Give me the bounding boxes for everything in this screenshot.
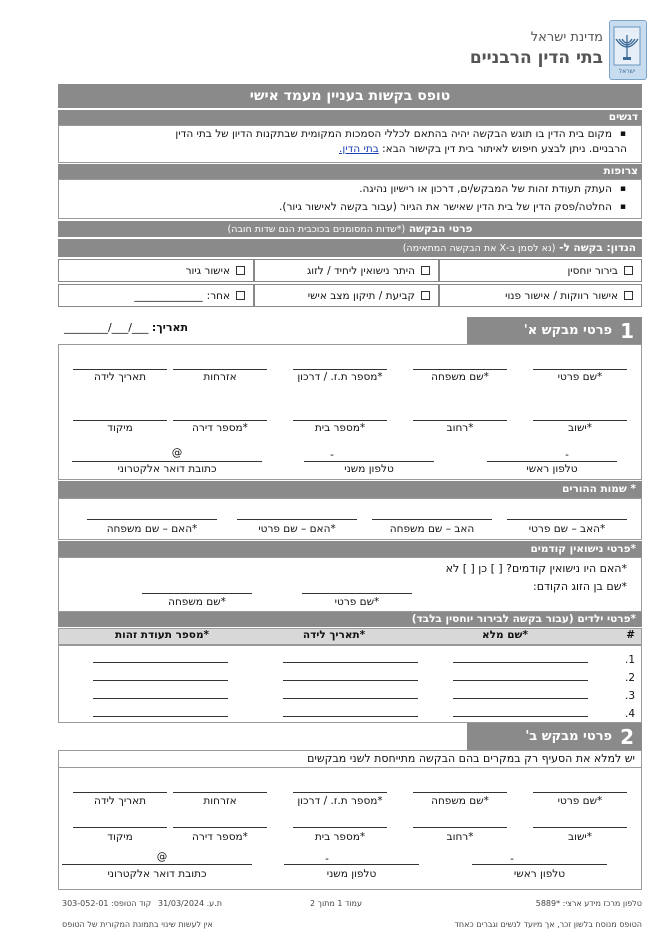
emphasis-title: דגשים	[58, 110, 642, 125]
b-birthdate-label: תאריך לידה	[93, 795, 147, 807]
attachments-title: צרופות	[58, 164, 642, 179]
b-secondary-phone-field[interactable]	[284, 864, 419, 865]
footer-gender-note: הטופס מנוסח בלשון זכר, אך מיועד לנשים וגברים כאחד	[454, 920, 642, 929]
child-row-4-num: 4.	[624, 708, 635, 720]
child-3-birthdate[interactable]	[283, 698, 418, 699]
house-number-field[interactable]	[293, 420, 387, 421]
section2-note: יש למלא את הסעיף רק במקרים בהם הבקשה מתייחסת לשני מבקשים	[307, 752, 635, 765]
court-link[interactable]: בתי הדין.	[339, 143, 379, 155]
b-street-field[interactable]	[413, 827, 507, 828]
section1-box	[58, 344, 642, 480]
children-col-birthdate: *תאריך לידה	[302, 629, 366, 641]
apartment-label: *מספר דירה	[192, 422, 248, 434]
birthdate-label: תאריך לידה	[93, 371, 147, 383]
phone-dash: -	[565, 449, 569, 461]
child-3-name[interactable]	[453, 698, 588, 699]
option-label: אישור גיור	[185, 264, 230, 277]
street-field[interactable]	[413, 420, 507, 421]
b-street-label: *רחוב	[446, 831, 474, 843]
child-2-birthdate[interactable]	[283, 680, 418, 681]
request-title-bar	[58, 221, 642, 237]
city-field[interactable]	[533, 420, 627, 421]
main-phone-field[interactable]	[487, 461, 617, 462]
date-field[interactable]: ___/___/________	[64, 321, 149, 334]
b-last-name-field[interactable]	[413, 792, 507, 793]
b-city-label: *ישוב	[568, 831, 592, 843]
checkbox[interactable]	[421, 291, 430, 300]
checkbox[interactable]	[236, 291, 245, 300]
id-label: *מספר ת.ז. / דרכון	[297, 371, 383, 383]
b-zip-label: מיקוד	[107, 831, 133, 843]
mother-last-field[interactable]	[87, 519, 217, 520]
email-at: @	[171, 447, 183, 459]
prev-spouse-first-label: *שם פרטי	[334, 596, 380, 608]
section1-header	[467, 317, 642, 344]
date-label: תאריך:	[151, 321, 189, 334]
attachment-item-2: ▪ החלטה/פסק הדין של בית הדין שאישר את הגיור (עבור בקשה לאישור גיור).	[279, 200, 612, 215]
child-4-name[interactable]	[453, 716, 588, 717]
option-conversion[interactable]	[58, 259, 254, 282]
org-name-line2: בתי הדין הרבניים	[469, 48, 603, 68]
b-id-field[interactable]	[293, 792, 387, 793]
org-name-line1: מדינת ישראל	[530, 30, 603, 45]
form-title: טופס בקשות בעניין מעמד אישי	[58, 84, 642, 108]
b-phone2-dash: -	[325, 853, 329, 865]
b-birthdate-field[interactable]	[73, 792, 167, 793]
prev-spouse-last-field[interactable]	[142, 593, 252, 594]
father-last-label: האב – שם משפחה	[389, 523, 475, 535]
attachment-item-1: ▪ העתק תעודת זהות של המבקש/ים, דרכון או רישיון נהיגה.	[359, 182, 612, 197]
children-col-id: *מספר תעודת זהות	[114, 629, 210, 641]
main-phone-label: טלפון ראשי	[526, 463, 578, 475]
footer-date: ת.ע. 31/03/2024	[157, 899, 222, 908]
prev-marriage-question[interactable]: *האם היו נישואין קודמים? [ ] כן [ ] לא	[445, 562, 627, 575]
first-name-field[interactable]	[533, 369, 627, 370]
first-name-label: *שם פרטי	[557, 371, 603, 383]
child-4-id[interactable]	[93, 716, 228, 717]
b-house-number-label: *מספר בית	[314, 831, 366, 843]
last-name-label: *שם משפחה	[431, 371, 489, 383]
child-2-name[interactable]	[453, 680, 588, 681]
option-other[interactable]	[58, 284, 254, 307]
b-zip-field[interactable]	[73, 827, 167, 828]
section2-title: פרטי מבקש ב'	[525, 729, 613, 744]
other-blank[interactable]: _____________	[134, 289, 203, 302]
phone2-dash: -	[330, 449, 334, 461]
request-subject: הנדון: בקשה ל-	[559, 242, 636, 254]
emblem-caption: ישראל	[618, 68, 636, 75]
emphasis-text-2: הרבניים. ניתן לבצע חיפוש לאיתור בית דין בקישור הבא:	[382, 143, 627, 155]
b-email-label: כתובת דואר אלקטרוני	[107, 868, 207, 880]
b-citizenship-field[interactable]	[173, 792, 267, 793]
option-label: היתר נישואין ליחיד / לזוג	[306, 264, 415, 277]
footer-no-change: אין לעשות שינוי בתמונת המקורית של הטופס	[62, 920, 213, 929]
request-subject-bar	[58, 239, 642, 257]
child-4-birthdate[interactable]	[283, 716, 418, 717]
footer-phone: טלפון מרכז מידע ארצי: *5889	[535, 899, 642, 908]
emphasis-text-1: ▪ מקום בית הדין בו תוגש הבקשה יהיה בהתאם לכללי הסמכות המקומית שבתקנות הדיון של בתי הדין	[175, 127, 612, 142]
parents-title: * שמות ההורים	[58, 481, 642, 498]
b-email-field[interactable]	[62, 864, 252, 865]
secondary-phone-label: טלפון משני	[344, 463, 394, 475]
secondary-phone-field[interactable]	[304, 461, 434, 462]
request-title-note: (*שדות המסומנים בכוכבית הנם שדות חובה)	[227, 224, 406, 235]
emblem	[609, 20, 647, 80]
citizenship-label: אזרחות	[203, 371, 237, 383]
section1-number: 1	[620, 318, 634, 343]
citizenship-field[interactable]	[173, 369, 267, 370]
email-label: כתובת דואר אלקטרוני	[117, 463, 217, 475]
b-last-name-label: *שם משפחה	[431, 795, 489, 807]
mother-last-label: *האם – שם משפחה	[106, 523, 198, 535]
prev-spouse-label: *שם בן הזוג הקודם:	[533, 580, 627, 593]
checkbox[interactable]	[236, 266, 245, 275]
apartment-field[interactable]	[173, 420, 267, 421]
child-row-1-num: 1.	[624, 654, 635, 666]
house-number-label: *מספר בית	[314, 422, 366, 434]
request-subject-note: (נא לסמן ב-X את הבקשה המתאימה)	[402, 243, 556, 254]
birthdate-field[interactable]	[73, 369, 167, 370]
last-name-field[interactable]	[413, 369, 507, 370]
footer-page: עמוד 1 מתוך 2	[310, 899, 362, 908]
city-label: *ישוב	[568, 422, 592, 434]
date-row	[64, 321, 188, 334]
father-first-field[interactable]	[507, 519, 627, 520]
b-email-at: @	[156, 851, 168, 863]
child-1-name[interactable]	[453, 662, 588, 663]
prev-spouse-last-label: *שם משפחה	[168, 596, 226, 608]
child-1-id[interactable]	[93, 662, 228, 663]
b-id-label: *מספר ת.ז. / דרכון	[297, 795, 383, 807]
section2-number: 2	[620, 724, 634, 749]
b-first-name-label: *שם פרטי	[557, 795, 603, 807]
request-title: פרטי הבקשה	[408, 223, 473, 235]
b-main-phone-field[interactable]	[472, 864, 607, 865]
prev-marriage-title: *פרטי נישואין קודמים	[58, 541, 642, 557]
children-box	[58, 645, 642, 723]
checkbox[interactable]	[624, 266, 633, 275]
option-label: אחר:	[206, 289, 230, 302]
father-first-label: *האב – שם פרטי	[528, 523, 606, 535]
b-house-number-field[interactable]	[293, 827, 387, 828]
b-main-phone-label: טלפון ראשי	[513, 868, 566, 880]
b-secondary-phone-label: טלפון משני	[326, 868, 377, 880]
child-2-id[interactable]	[93, 680, 228, 681]
zip-field[interactable]	[73, 420, 167, 421]
prev-spouse-first-field[interactable]	[302, 593, 412, 594]
option-single-status[interactable]	[439, 284, 642, 307]
footer-form-code: קוד הטופס: 303-052-01	[62, 899, 152, 908]
section1-title: פרטי מבקש א'	[523, 323, 613, 338]
child-row-3-num: 3.	[624, 690, 635, 702]
option-label: אישור רווקות / אישור פנוי	[505, 289, 618, 302]
child-3-id[interactable]	[93, 698, 228, 699]
section2-header	[467, 723, 642, 750]
b-first-name-field[interactable]	[533, 792, 627, 793]
children-col-name: *שם מלא	[481, 629, 528, 641]
children-title: *פרטי ילדים (עבור בקשה לבירור יוחסין בלבד)	[58, 612, 642, 627]
mother-first-field[interactable]	[237, 519, 357, 520]
id-field[interactable]	[293, 369, 387, 370]
child-row-2-num: 2.	[624, 672, 635, 684]
option-label: קביעת / תיקון מצב אישי	[307, 289, 415, 302]
checkbox[interactable]	[421, 266, 430, 275]
option-personal-status[interactable]	[254, 284, 439, 307]
option-label: בירור יוחסין	[567, 264, 618, 277]
b-apartment-field[interactable]	[173, 827, 267, 828]
child-1-birthdate[interactable]	[283, 662, 418, 663]
option-lineage[interactable]	[439, 259, 642, 282]
option-marriage-permit[interactable]	[254, 259, 439, 282]
children-col-index: #	[626, 629, 635, 641]
b-phone-dash: -	[510, 853, 514, 865]
email-field[interactable]	[72, 461, 262, 462]
b-citizenship-label: אזרחות	[203, 795, 237, 807]
section2-note-underline	[58, 767, 642, 768]
b-city-field[interactable]	[533, 827, 627, 828]
zip-label: מיקוד	[107, 422, 133, 434]
b-apartment-label: *מספר דירה	[192, 831, 248, 843]
street-label: *רחוב	[446, 422, 474, 434]
emphasis-text-2-row	[339, 143, 627, 155]
father-last-field[interactable]	[372, 519, 492, 520]
mother-first-label: *האם – שם פרטי	[258, 523, 336, 535]
checkbox[interactable]	[624, 291, 633, 300]
